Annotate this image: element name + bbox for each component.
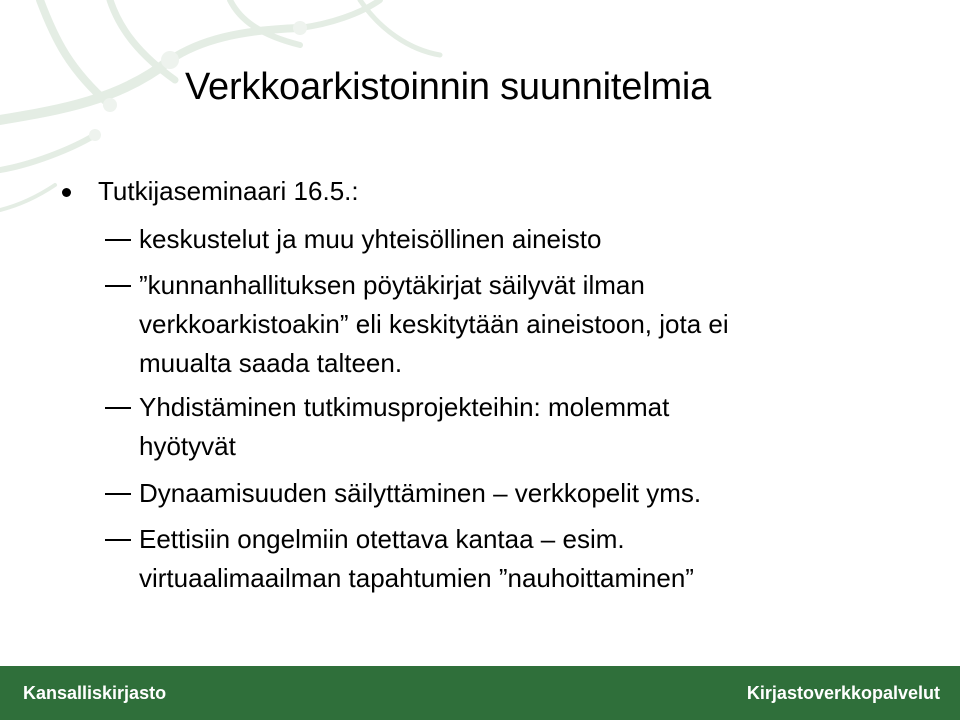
- sub-item-line: hyötyvät: [139, 431, 236, 461]
- footer-left-logo-text: Kansalliskirjasto: [23, 683, 167, 703]
- dash-icon: [105, 539, 131, 541]
- sub-item-line: keskustelut ja muu yhteisöllinen aineisto: [139, 224, 602, 254]
- footer-right-logo-text: Kirjastoverkkopalvelut: [746, 683, 940, 703]
- bullet-dot-icon: [62, 188, 71, 197]
- footer-bar: [0, 666, 960, 720]
- dash-icon: [105, 407, 131, 409]
- sub-item-line: verkkoarkistoakin” eli keskitytään aineistoon, jota ei: [139, 309, 729, 339]
- sub-item-line: virtuaalimaailman tapahtumien ”nauhoittaminen”: [139, 563, 694, 593]
- dash-icon: [105, 239, 131, 241]
- dash-icon: [105, 285, 131, 287]
- sub-item-line: Eettisiin ongelmiin otettava kantaa – esim.: [139, 524, 625, 554]
- sub-item-line: ”kunnanhallituksen pöytäkirjat säilyvät ilman: [139, 270, 645, 300]
- sub-item-line: muualta saada talteen.: [139, 348, 403, 378]
- sub-item-line: Yhdistäminen tutkimusprojekteihin: molemmat: [139, 392, 670, 422]
- slide-title: Verkkoarkistoinnin suunnitelmia: [185, 66, 712, 108]
- bullet-text: Tutkijaseminaari 16.5.:: [98, 176, 359, 206]
- dash-icon: [105, 493, 131, 495]
- sub-item-line: Dynaamisuuden säilyttäminen – verkkopelit yms.: [139, 478, 702, 508]
